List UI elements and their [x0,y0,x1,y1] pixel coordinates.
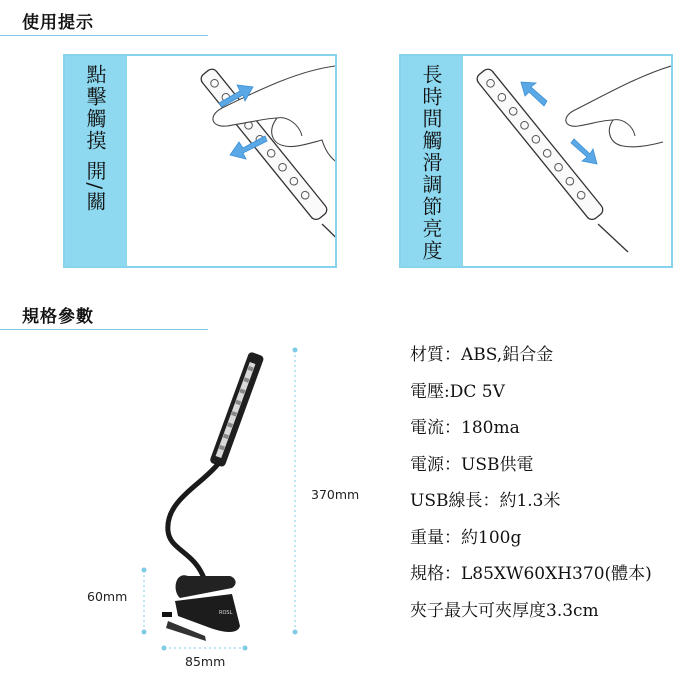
width-dimension-label: 85mm [185,654,226,669]
spec-current: 電流：180ma [410,418,520,438]
spec-list [410,340,652,632]
lamp-bar-finger-illustration [127,56,335,266]
touch-toggle-label: 點擊觸摸 開/關 [83,64,107,214]
spec-size: 規格：L85XW60XH370(體本) [410,564,652,584]
specs-section-divider [0,329,208,330]
spec-power-source: 電源：USB供電 [410,454,534,475]
touch-toggle-panel [63,54,337,268]
svg-text:ROSL: ROSL [219,610,233,616]
clip-height-dimension-label: 60mm [87,589,128,604]
spec-cable-length: USB線長：約1.3米 [410,491,561,511]
spec-weight: 重量：約100g [410,527,522,548]
spec-clip-thickness: 夾子最大可夾厚度3.3cm [410,600,599,621]
usage-section-title: 使用提示 [22,13,94,33]
usage-section-divider [0,35,208,36]
height-dimension-label: 370mm [311,487,360,502]
brightness-label: 長時間觸滑調節亮度 [419,64,443,262]
brightness-panel [399,54,673,268]
desk-lamp-illustration [0,336,400,696]
spec-voltage: 電壓:DC 5V [410,381,505,402]
lamp-bar-swipe-illustration [463,56,671,266]
spec-material: 材質：ABS,鋁合金 [410,345,554,365]
specs-section-title: 規格參數 [22,307,94,327]
